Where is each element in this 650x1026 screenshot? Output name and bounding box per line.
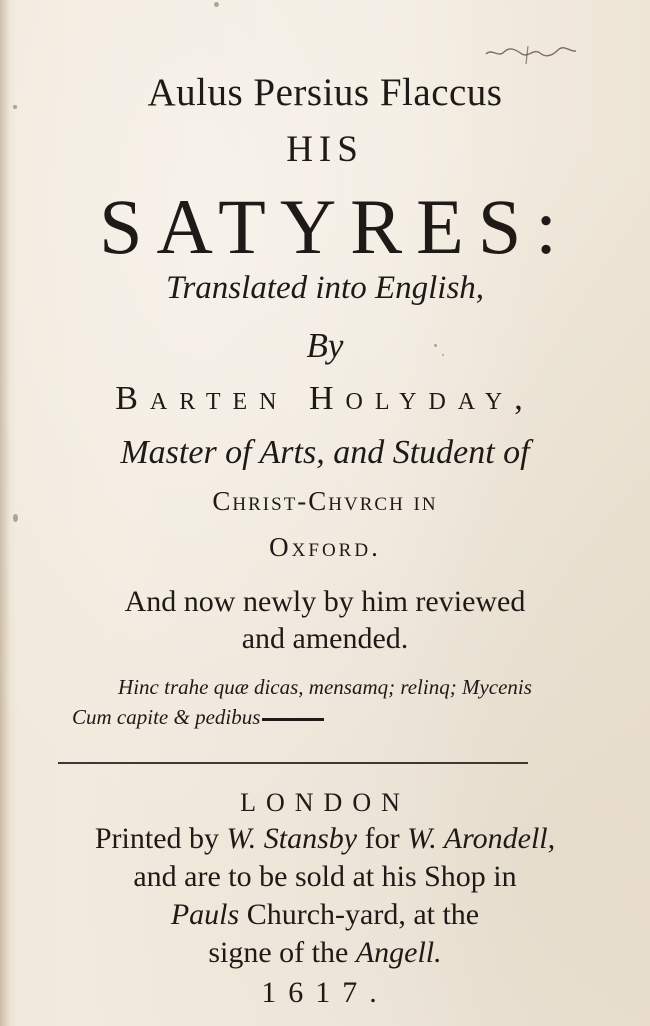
imprint-printer-line [0, 822, 650, 856]
his-line: HIS [286, 129, 364, 170]
bookseller-name: W. Arondell, [407, 822, 556, 855]
main-title: SATYRES: [99, 183, 571, 270]
imprint-year: 1617. [261, 976, 389, 1009]
author-line: Aulus Persius Flaccus [147, 71, 503, 114]
revision-line-2: and amended. [241, 622, 409, 655]
printed-by-prefix: Printed by [94, 822, 227, 855]
printer-name: W. Stansby [226, 822, 358, 855]
signe-prefix: signe of the [208, 936, 356, 969]
translated-line: Translated into English, [165, 270, 485, 306]
imprint-city: LONDON [240, 788, 410, 817]
pauls-word: Pauls [170, 898, 240, 931]
by-line: By [306, 326, 344, 365]
motto-line-1: Hinc trahe quæ dicas, mensamq; relinq; Mycenis [118, 675, 532, 699]
imprint-churchyard-line [0, 898, 650, 932]
translator-name: Barten Holyday, [115, 380, 535, 417]
signe-name: Angell. [355, 936, 442, 969]
motto-dash [262, 718, 324, 721]
for-word: for [357, 822, 408, 855]
credentials-line: Master of Arts, and Student of [120, 434, 530, 471]
imprint-shop-line: and are to be sold at his Shop in [133, 860, 517, 893]
divider-rule [58, 762, 528, 764]
handwritten-mark [482, 38, 578, 66]
paper-fleck [214, 2, 219, 7]
motto-line-2 [72, 705, 324, 730]
college-line: Christ-Chvrch in [212, 486, 438, 516]
motto-line-2-text: Cum capite & pedibus [72, 705, 261, 729]
imprint-signe-line [0, 936, 650, 970]
university-line: Oxford. [269, 532, 381, 562]
revision-line-1: And now newly by him reviewed [124, 585, 526, 618]
churchyard-text: Church-yard, at the [239, 898, 480, 931]
